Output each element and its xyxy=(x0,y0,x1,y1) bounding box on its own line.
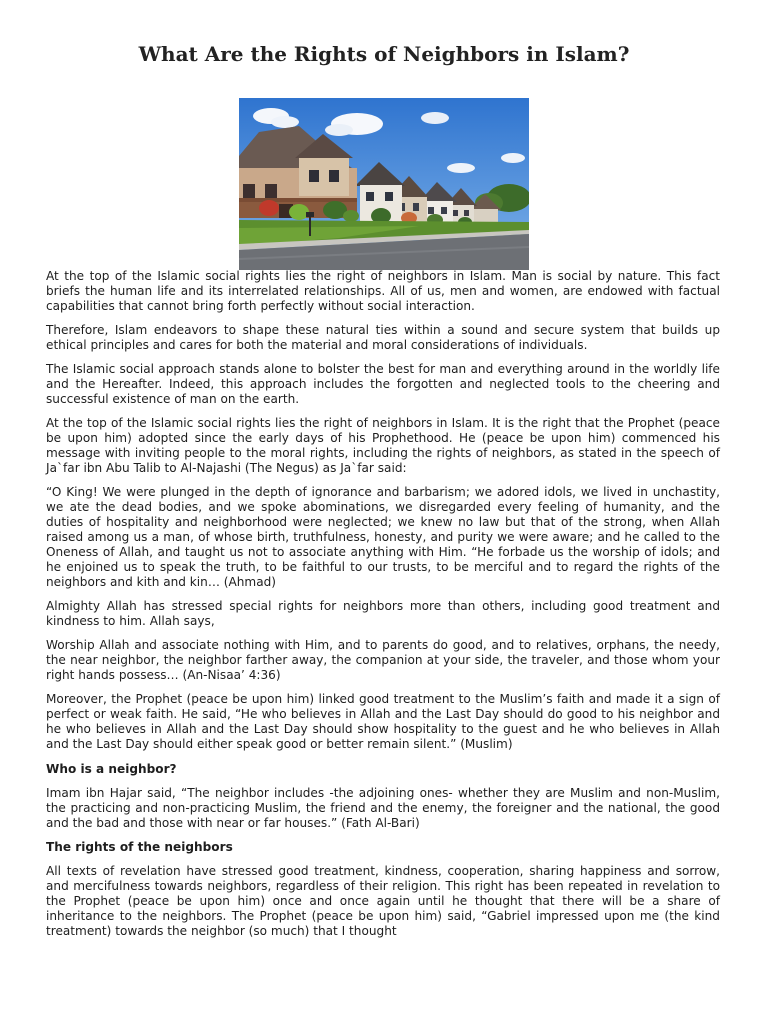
paragraph: All texts of revelation have stressed good treatment, kindness, cooperation, sharing happiness and sorrow, and mercifulness towards neighbors, regardless of their religion. This right has been repeated in revelation to the Prophet (peace be upon him) once and once again until he thought that there will be a share of inheritance to the neighbors. The Prophet (peace be upon him) said, “Gabriel impressed upon me (the kind treatment) towards the neighbor (so much) that I thought xyxy=(46,864,720,938)
paragraph: Imam ibn Hajar said, “The neighbor includes -the adjoining ones- whether they are Muslim and non-Muslim, the practicing and non-practicing Muslim, the friend and the enemy, the foreigner and the national, the good and the bad and those with near or far houses.” (Fath Al-Bari) xyxy=(46,785,720,830)
paragraph: Therefore, Islam endeavors to shape these natural ties within a sound and secure system that builds up ethical principles and cares for both the material and moral considerations of individuals. xyxy=(46,323,720,353)
verse-paragraph: Worship Allah and associate nothing with Him, and to parents do good, and to relatives, orphans, the needy, the near neighbor, the neighbor farther away, the companion at your side, the traveler, and those whom your right hands possess… (An-Nisaa’ 4:36) xyxy=(46,638,720,683)
paragraph: At the top of the Islamic social rights lies the right of neighbors in Islam. It is the right that the Prophet (peace be upon him) adopted since the early days of his Prophethood. He (peace be upon him) commenced his message with inviting people to the moral rights, including the rights of neighbors, as stated in the speech of Ja`far ibn Abu Talib to Al-Najashi (The Negus) as Ja`far said: xyxy=(46,416,720,476)
paragraph: Moreover, the Prophet (peace be upon him) linked good treatment to the Muslim’s faith and made it a sign of perfect or weak faith. He said, “He who believes in Allah and the Last Day should do good to his neighbor and he who believes in Allah and the Last Day should show hospitality to the guest and he who believes in Allah and the Last Day should either speak good or better remain silent.” (Muslim) xyxy=(46,692,720,752)
heading-rights-of-neighbors: The rights of the neighbors xyxy=(46,839,233,854)
paragraph: The Islamic social approach stands alone to bolster the best for man and everything around in the worldly life and the Hereafter. Indeed, this approach includes the forgotten and neglected tools to the cheering and successful existence of man on the earth. xyxy=(46,362,720,407)
quote-paragraph: “O King! We were plunged in the depth of ignorance and barbarism; we adored idols, we lived in unchastity, we ate the dead bodies, and we spoke abominations, we disregarded every feeling of humanity, and the duties of hospitality and neighborhood were neglected; we knew no law but that of the strong, when Allah raised among us a man, of whose birth, truthfulness, honesty, and purity we were aware; and he called to the Oneness of Allah, and taught us not to associate anything with Him. “He forbade us the worship of idols; and he enjoined us to speak the truth, to be faithful to our trusts, to be merciful and to regard the rights of the neighbors and kith and kin… (Ahmad) xyxy=(46,485,720,589)
paragraph: Almighty Allah has stressed special rights for neighbors more than others, including good treatment and kindness to him. Allah says, xyxy=(46,599,720,629)
suburban-houses-photo xyxy=(239,98,529,270)
article-body xyxy=(46,269,720,948)
page-title: What Are the Rights of Neighbors in Islam? xyxy=(138,42,630,66)
heading-who-is-neighbor: Who is a neighbor? xyxy=(46,761,177,776)
paragraph: At the top of the Islamic social rights lies the right of neighbors in Islam. Man is social by nature. This fact briefs the human life and its interrelated relationships. All of us, men and women, are endowed with factual capabilities that cannot bring forth perfectly without social interaction. xyxy=(46,269,720,313)
